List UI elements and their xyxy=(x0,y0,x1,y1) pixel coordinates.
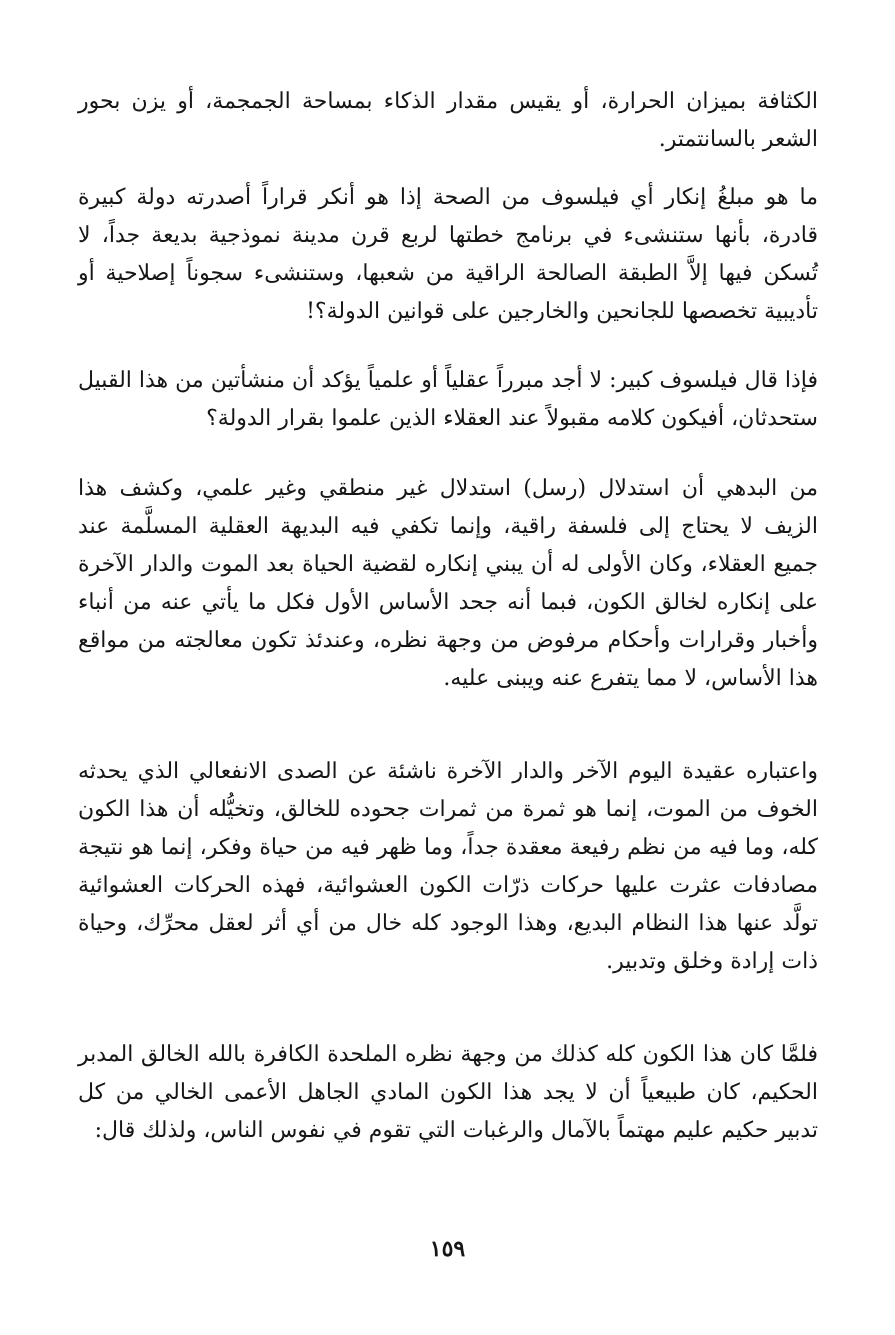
page-number: ١٥٩ xyxy=(429,1236,466,1262)
paragraph-3 xyxy=(78,362,818,438)
paragraph-text: واعتباره عقيدة اليوم الآخر والدار الآخرة ناشئة عن الصدى الانفعالي الذي يحدثه الخوف من الموت، إنما هو ثمرة من ثمرات جحوده للخالق، وتخيُّله أن هذا الكون كله، وما فيه من نظم رفيعة معقدة جداً، وما ظهر فيه من حياة وفكر، إنما هو نتيجة مصادفات عثرت عليها حركات ذرّات الكون العشوائية، فهذه الحركات العشوائية تولَّد عنها هذا النظام البديع، وهذا الوجود كله خال من أي أثر لعقل محرِّك، وحياة ذات إرادة وخلق وتدبير. xyxy=(78,759,819,974)
paragraph-text: ما هو مبلغُ إنكار أي فيلسوف من الصحة إذا هو أنكر قراراً أصدرته دولة كبيرة قادرة، بأنها ستنشىء في برنامج خطتها لربع قرن مدينة نموذجية بديعة جداً، لا تُسكن فيها إلاَّ الطبقة الصالحة الراقية من شعبها، وستنشىء سجوناً إصلاحية أو تأديبية تخصصها للجانحين والخارجين على قوانين الدولة؟! xyxy=(78,185,818,324)
paragraph-1 xyxy=(78,83,818,159)
paragraph-text: من البدهي أن استدلال (رسل) استدلال غير منطقي وغير علمي، وكشف هذا الزيف لا يحتاج إلى فلسفة راقية، وإنما تكفي فيه البديهة العقلية المسلَّمة عند جميع العقلاء، وكان الأولى له أن يبني إنكاره لقضية الحياة بعد الموت والدار الآخرة على إنكاره لخالق الكون، فبما أنه جحد الأساس الأول فكل ما يأتي عنه من أنباء وأخبار وقرارات وأحكام مرفوض من وجهة نظره، وعندئذ تكون معالجته من مواقع هذا الأساس، لا مما يتفرع عنه ويبنى عليه. xyxy=(78,476,818,691)
paragraph-text: الكثافة بميزان الحرارة، أو يقيس مقدار الذكاء بمساحة الجمجمة، أو يزن بحور الشعر بالسانتمتر. xyxy=(78,89,818,152)
paragraph-text: فلمَّا كان هذا الكون كله كذلك من وجهة نظره الملحدة الكافرة بالله الخالق المدبر الحكيم، كان طبيعياً أن لا يجد هذا الكون المادي الجاهل الأعمى الخالي من كل تدبير حكيم عليم مهتماً بالآمال والرغبات التي تقوم في نفوس الناس، ولذلك قال: xyxy=(78,1042,818,1143)
paragraph-5 xyxy=(78,753,818,981)
paragraph-2 xyxy=(78,179,818,331)
paragraph-6 xyxy=(78,1036,818,1150)
paragraph-text: فإذا قال فيلسوف كبير: لا أجد مبرراً عقلياً أو علمياً يؤكد أن منشأتين من هذا القبيل ستحدثان، أفيكون كلامه مقبولاً عند العقلاء الذين علموا بقرار الدولة؟ xyxy=(78,368,818,431)
paragraph-4 xyxy=(78,470,818,698)
